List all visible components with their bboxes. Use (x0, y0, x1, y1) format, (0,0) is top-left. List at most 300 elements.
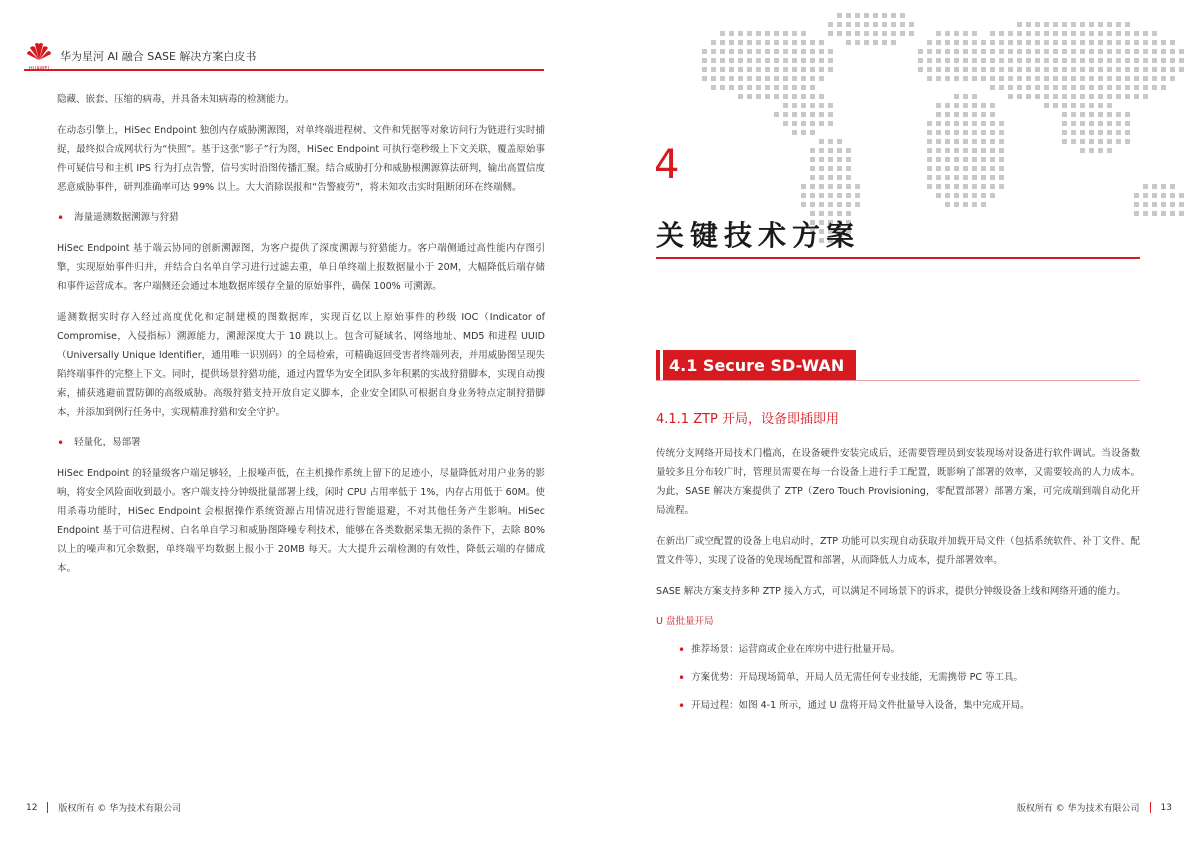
ztp-paragraph-2: 在新出厂或空配置的设备上电启动时，ZTP 功能可以实现自动获取并加载开局文件（包括系统软件、补丁文件、配置文件等），实现了设备的免现场配置和部署，从而降低人力成本，提升部署效率。 (656, 536, 1140, 566)
map-dot (738, 58, 743, 63)
map-dot (1143, 49, 1148, 54)
bullet-lightweight-label: 轻量化，易部署 (74, 437, 141, 448)
map-dot (792, 94, 797, 99)
list-item-text: 开局过程：如图 4-1 所示，通过 U 盘将开局文件批量导入设备，集中完成开局。 (691, 700, 1030, 711)
map-dot (1170, 67, 1175, 72)
map-dot (927, 139, 932, 144)
map-dot (855, 31, 860, 36)
map-dot (819, 58, 824, 63)
map-dot (1026, 67, 1031, 72)
map-dot (1116, 94, 1121, 99)
map-dot (828, 166, 833, 171)
map-dot (738, 85, 743, 90)
map-dot (945, 193, 950, 198)
map-dot (954, 49, 959, 54)
map-dot (1179, 58, 1184, 63)
map-dot (936, 67, 941, 72)
map-dot (846, 40, 851, 45)
map-dot (990, 139, 995, 144)
map-dot (1026, 49, 1031, 54)
map-dot (1107, 103, 1112, 108)
map-dot (1152, 202, 1157, 207)
map-dot (1107, 22, 1112, 27)
map-dot (774, 49, 779, 54)
map-dot (891, 22, 896, 27)
map-dot (1044, 76, 1049, 81)
map-dot (1107, 76, 1112, 81)
map-dot (981, 193, 986, 198)
map-dot (747, 85, 752, 90)
map-dot (981, 49, 986, 54)
map-dot (1062, 94, 1067, 99)
map-dot (1161, 76, 1166, 81)
map-dot (990, 67, 995, 72)
map-dot (990, 166, 995, 171)
map-dot (828, 175, 833, 180)
map-dot (828, 58, 833, 63)
map-dot (945, 31, 950, 36)
map-dot (954, 175, 959, 180)
map-dot (1080, 76, 1085, 81)
map-dot (810, 49, 815, 54)
map-dot (1080, 139, 1085, 144)
map-dot (1089, 76, 1094, 81)
map-dot (846, 22, 851, 27)
map-dot (783, 40, 788, 45)
map-dot (1026, 22, 1031, 27)
map-dot (1134, 193, 1139, 198)
map-dot (891, 40, 896, 45)
map-dot (1134, 211, 1139, 216)
map-dot (1098, 112, 1103, 117)
map-dot (972, 67, 977, 72)
map-dot (1107, 49, 1112, 54)
map-dot (1053, 31, 1058, 36)
map-dot (837, 166, 842, 171)
map-dot (954, 76, 959, 81)
map-dot (1071, 22, 1076, 27)
map-dot (819, 175, 824, 180)
map-dot (738, 31, 743, 36)
map-dot (954, 112, 959, 117)
map-dot (702, 58, 707, 63)
map-dot (900, 31, 905, 36)
map-dot (1071, 112, 1076, 117)
map-dot (909, 31, 914, 36)
map-dot (1062, 67, 1067, 72)
map-dot (801, 112, 806, 117)
map-dot (999, 76, 1004, 81)
map-dot (819, 202, 824, 207)
map-dot (1098, 76, 1103, 81)
map-dot (1107, 94, 1112, 99)
map-dot (1125, 58, 1130, 63)
map-dot (747, 76, 752, 81)
map-dot (774, 67, 779, 72)
map-dot (756, 76, 761, 81)
map-dot (1170, 49, 1175, 54)
map-dot (1044, 40, 1049, 45)
map-dot (828, 121, 833, 126)
map-dot (846, 148, 851, 153)
map-dot (801, 31, 806, 36)
map-dot (747, 67, 752, 72)
map-dot (1053, 49, 1058, 54)
bullet-hunting (57, 209, 545, 227)
map-dot (1080, 148, 1085, 153)
map-dot (1134, 76, 1139, 81)
map-dot (1035, 31, 1040, 36)
map-dot (945, 103, 950, 108)
map-dot (909, 22, 914, 27)
map-dot (702, 76, 707, 81)
map-dot (792, 58, 797, 63)
map-dot (1089, 139, 1094, 144)
map-dot (1062, 112, 1067, 117)
map-dot (1143, 58, 1148, 63)
map-dot (756, 40, 761, 45)
map-dot (1044, 58, 1049, 63)
map-dot (837, 22, 842, 27)
map-dot (927, 121, 932, 126)
map-dot (828, 112, 833, 117)
map-dot (945, 130, 950, 135)
map-dot (972, 166, 977, 171)
map-dot (738, 67, 743, 72)
map-dot (972, 193, 977, 198)
map-dot (1125, 49, 1130, 54)
map-dot (1125, 67, 1130, 72)
map-dot (981, 40, 986, 45)
map-dot (954, 184, 959, 189)
map-dot (837, 202, 842, 207)
map-dot (828, 202, 833, 207)
map-dot (1098, 94, 1103, 99)
map-dot (963, 202, 968, 207)
map-dot (855, 40, 860, 45)
map-dot (783, 31, 788, 36)
map-dot (801, 121, 806, 126)
map-dot (927, 58, 932, 63)
map-dot (1089, 130, 1094, 135)
map-dot (1089, 31, 1094, 36)
map-dot (1098, 22, 1103, 27)
map-dot (801, 130, 806, 135)
map-dot (1161, 40, 1166, 45)
map-dot (936, 157, 941, 162)
map-dot (801, 85, 806, 90)
map-dot (792, 40, 797, 45)
map-dot (828, 67, 833, 72)
map-dot (1044, 85, 1049, 90)
map-dot (972, 58, 977, 63)
bullet-dot-icon: • (678, 671, 686, 685)
map-dot (1125, 22, 1130, 27)
map-dot (1071, 139, 1076, 144)
map-dot (981, 139, 986, 144)
map-dot (1062, 85, 1067, 90)
map-dot (927, 166, 932, 171)
map-dot (1161, 193, 1166, 198)
lightweight-paragraph: HiSec Endpoint 的轻量级客户端足够轻，上报噪声低，在主机操作系统上留下的足迹小，尽量降低对用户业务的影响，将安全风险面收到最小。客户端支持分钟级批量部署上线，闲时 CPU 占用率低于 1%，内存占用低于 60M。使用杀毒功能时，HiSec Endpoint 会根据操作系统资源占用情况进行智能退避，不对其他任务产生影响。HiSec Endpoint 基于可信进程树、白名单自学习和威胁图降噪专利技术，能够在各类数据采集无损的条件下，去除 80% 以上的噪声和冗余数据，单终端平均数据上报小于 20MB 每天。大大提升云端检测的有效性，降低云端的存储成本。 (57, 468, 545, 574)
map-dot (936, 76, 941, 81)
map-dot (1134, 67, 1139, 72)
map-dot (846, 175, 851, 180)
map-dot (927, 157, 932, 162)
map-dot (945, 49, 950, 54)
map-dot (1017, 49, 1022, 54)
map-dot (756, 85, 761, 90)
map-dot (702, 67, 707, 72)
right-page (600, 0, 1200, 849)
map-dot (1071, 76, 1076, 81)
map-dot (711, 67, 716, 72)
map-dot (900, 22, 905, 27)
map-dot (846, 166, 851, 171)
map-dot (927, 76, 932, 81)
map-dot (927, 130, 932, 135)
map-dot (954, 58, 959, 63)
map-dot (828, 49, 833, 54)
map-dot (846, 184, 851, 189)
chapter-divider (656, 257, 1140, 259)
map-dot (945, 139, 950, 144)
usb-batch-label: U 盘批量开局 (656, 616, 714, 627)
map-dot (810, 76, 815, 81)
map-dot (1107, 112, 1112, 117)
map-dot (1044, 22, 1049, 27)
map-dot (819, 166, 824, 171)
map-dot (1152, 67, 1157, 72)
map-dot (1008, 67, 1013, 72)
map-dot (882, 22, 887, 27)
map-dot (1116, 22, 1121, 27)
header-divider (24, 69, 544, 71)
map-dot (1071, 94, 1076, 99)
map-dot (810, 40, 815, 45)
map-dot (1107, 40, 1112, 45)
map-dot (1008, 85, 1013, 90)
map-dot (819, 193, 824, 198)
map-dot (1053, 94, 1058, 99)
map-dot (1035, 94, 1040, 99)
map-dot (819, 157, 824, 162)
map-dot (792, 121, 797, 126)
map-dot (999, 49, 1004, 54)
map-dot (936, 148, 941, 153)
map-dot (882, 31, 887, 36)
map-dot (783, 58, 788, 63)
map-dot (756, 49, 761, 54)
map-dot (774, 112, 779, 117)
map-dot (1143, 193, 1148, 198)
map-dot (1116, 139, 1121, 144)
map-dot (1179, 211, 1184, 216)
map-dot (1080, 130, 1085, 135)
map-dot (981, 76, 986, 81)
map-dot (801, 103, 806, 108)
map-dot (729, 67, 734, 72)
map-dot (1026, 40, 1031, 45)
map-dot (963, 76, 968, 81)
map-dot (810, 148, 815, 153)
map-dot (1062, 40, 1067, 45)
map-dot (1116, 130, 1121, 135)
map-dot (1152, 85, 1157, 90)
map-dot (765, 40, 770, 45)
list-item (678, 641, 1140, 659)
map-dot (1107, 148, 1112, 153)
map-dot (1026, 31, 1031, 36)
map-dot (1080, 22, 1085, 27)
map-dot (990, 130, 995, 135)
map-dot (990, 148, 995, 153)
map-dot (774, 85, 779, 90)
map-dot (783, 76, 788, 81)
map-dot (927, 148, 932, 153)
map-dot (711, 76, 716, 81)
map-dot (810, 58, 815, 63)
map-dot (1134, 85, 1139, 90)
map-dot (1179, 49, 1184, 54)
map-dot (1062, 130, 1067, 135)
map-dot (1044, 94, 1049, 99)
map-dot (1080, 58, 1085, 63)
map-dot (1071, 67, 1076, 72)
hunting-paragraph-2: 遥测数据实时存入经过高度优化和定制建模的图数据库，实现百亿以上原始事件的秒级 IOC（Indicator of Compromise，入侵指标）溯源能力，溯源深度大于 10 跳以上。包含可疑域名、网络地址、MD5 和进程 UUID（Universally Unique Identifier，通用唯一识别码）的全局检索，可精确返回受害者终端列表，并用威胁图呈现失陷终端事件的完整上下文。同时，提供场景狩猎功能，通过内置华为安全团队多年积累的实战狩猎脚本，实现自动搜索，捕获逃避前置防御的高级威胁。高级狩猎支持开放自定义脚本，企业安全团队可根据自身业务特点定制狩猎脚本，并添加到例行任务中，实现精准狩猎和安全守护。 (57, 312, 545, 418)
map-dot (954, 148, 959, 153)
map-dot (855, 13, 860, 18)
map-dot (1089, 94, 1094, 99)
map-dot (981, 67, 986, 72)
footer-separator (47, 802, 48, 813)
map-dot (1053, 22, 1058, 27)
map-dot (999, 58, 1004, 63)
map-dot (954, 31, 959, 36)
map-dot (765, 94, 770, 99)
map-dot (1089, 103, 1094, 108)
map-dot (711, 58, 716, 63)
document-title: 华为星河 AI 融合 SASE 解决方案白皮书 (60, 50, 257, 63)
map-dot (891, 31, 896, 36)
map-dot (963, 94, 968, 99)
map-dot (1053, 103, 1058, 108)
map-dot (963, 103, 968, 108)
map-dot (810, 184, 815, 189)
map-dot (1080, 103, 1085, 108)
map-dot (1161, 202, 1166, 207)
map-dot (1017, 85, 1022, 90)
map-dot (945, 112, 950, 117)
map-dot (729, 49, 734, 54)
map-dot (711, 49, 716, 54)
map-dot (1143, 202, 1148, 207)
map-dot (1098, 49, 1103, 54)
map-dot (801, 49, 806, 54)
map-dot (936, 40, 941, 45)
map-dot (972, 31, 977, 36)
map-dot (1035, 49, 1040, 54)
section-title: 4.1 Secure SD-WAN (669, 355, 845, 375)
map-dot (819, 94, 824, 99)
map-dot (954, 67, 959, 72)
map-dot (999, 184, 1004, 189)
map-dot (882, 40, 887, 45)
map-dot (837, 13, 842, 18)
map-dot (1098, 31, 1103, 36)
map-dot (1062, 139, 1067, 144)
map-dot (720, 40, 725, 45)
map-dot (855, 193, 860, 198)
map-dot (1098, 139, 1103, 144)
map-dot (963, 193, 968, 198)
map-dot (972, 94, 977, 99)
map-dot (1080, 31, 1085, 36)
map-dot (981, 112, 986, 117)
map-dot (1098, 67, 1103, 72)
map-dot (1116, 121, 1121, 126)
map-dot (990, 85, 995, 90)
map-dot (927, 40, 932, 45)
map-dot (1062, 49, 1067, 54)
map-dot (1017, 67, 1022, 72)
map-dot (1035, 22, 1040, 27)
map-dot (1125, 94, 1130, 99)
map-dot (963, 157, 968, 162)
map-dot (1125, 85, 1130, 90)
map-dot (945, 58, 950, 63)
map-dot (990, 157, 995, 162)
map-dot (1125, 76, 1130, 81)
map-dot (1134, 40, 1139, 45)
map-dot (1107, 67, 1112, 72)
map-dot (792, 85, 797, 90)
map-dot (1026, 76, 1031, 81)
map-dot (801, 193, 806, 198)
map-dot (1008, 31, 1013, 36)
map-dot (783, 121, 788, 126)
map-dot (1035, 67, 1040, 72)
map-dot (792, 76, 797, 81)
map-dot (765, 58, 770, 63)
map-dot (729, 85, 734, 90)
map-dot (774, 40, 779, 45)
map-dot (990, 175, 995, 180)
map-dot (792, 49, 797, 54)
map-dot (1071, 85, 1076, 90)
map-dot (819, 103, 824, 108)
map-dot (819, 148, 824, 153)
list-item (678, 697, 1140, 715)
map-dot (900, 13, 905, 18)
map-dot (756, 67, 761, 72)
map-dot (882, 13, 887, 18)
map-dot (954, 130, 959, 135)
map-dot (1071, 121, 1076, 126)
map-dot (864, 40, 869, 45)
map-dot (1053, 58, 1058, 63)
map-dot (1026, 58, 1031, 63)
map-dot (1062, 121, 1067, 126)
map-dot (801, 76, 806, 81)
ztp-paragraph-3: SASE 解决方案支持多种 ZTP 接入方式，可以满足不同场景下的诉求，提供分钟级设备上线和网络开通的能力。 (656, 586, 1126, 597)
map-dot (990, 31, 995, 36)
map-dot (999, 175, 1004, 180)
map-dot (747, 40, 752, 45)
map-dot (990, 76, 995, 81)
section-tick (656, 350, 663, 380)
map-dot (783, 94, 788, 99)
